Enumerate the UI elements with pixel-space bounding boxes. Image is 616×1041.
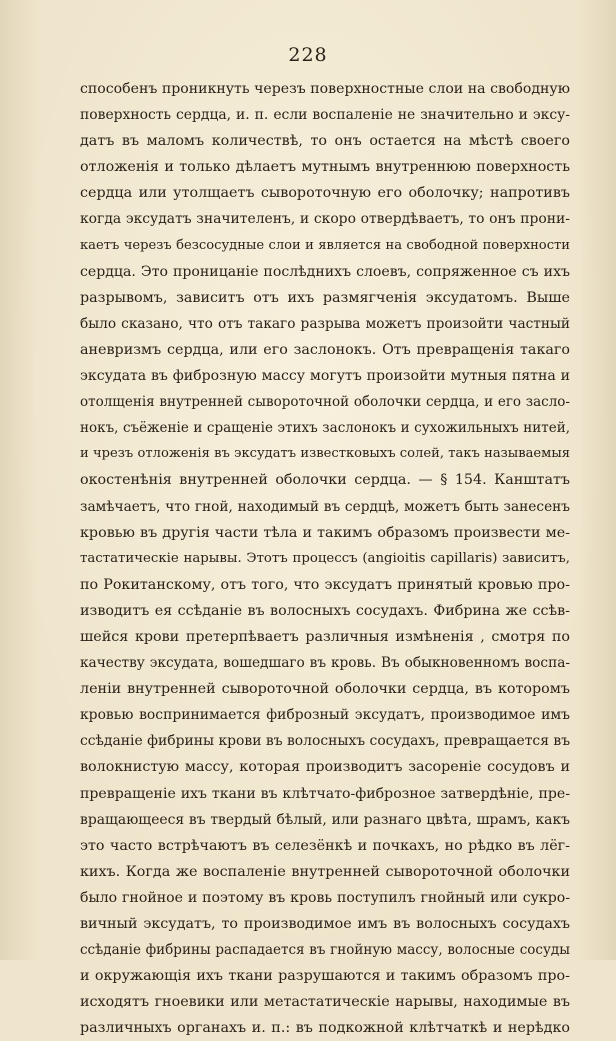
text-line: шейся крови претерпѣваетъ различныя измѣненія , смотря по: [80, 628, 570, 645]
text-line: было сказано, что отъ такаго разрыва можетъ произойти частный: [80, 315, 570, 332]
text-line: кихъ. Когда же воспаленіе внутренней сывороточной оболочки: [80, 863, 570, 880]
text-line: это часто встрѣчаютъ въ селезёнкѣ и почкахъ, но рѣдко въ лёг-: [80, 837, 570, 854]
text-line: окостенѣнія внутренней оболочки сердца. — § 154. Канштатъ: [80, 472, 570, 489]
text-line: тастатическіе нарывы. Этотъ процессъ (angioitis capillaris) зависитъ,: [80, 550, 570, 566]
text-line: исходятъ гноевики или метастатическіе нарывы, находимые въ: [80, 994, 570, 1011]
text-line: кровью въ другія части тѣла и такимъ образомъ произвести ме-: [80, 524, 570, 541]
text-line: изводитъ ея ссѣданіе въ волосныхъ сосудахъ. Фибрина же ссѣв-: [80, 602, 570, 619]
page-number: 228: [288, 44, 328, 66]
text-line: отложенія и только дѣлаетъ мутнымъ внутреннюю поверхность: [80, 159, 570, 176]
text-line: каетъ черезъ безсосудные слои и является на свободной поверхности: [80, 237, 570, 253]
text-line: нокъ, съёженіе и сращеніе этихъ заслонокъ и сухожильныхъ нитей,: [80, 420, 570, 437]
text-line: разрывомъ, зависитъ отъ ихъ размягченія эксудатомъ. Выше: [80, 289, 570, 306]
text-line: различныхъ органахъ и. п.: въ подкожной клѣтчаткѣ и нерѣдко: [80, 1020, 570, 1037]
text-line: когда эксудатъ значителенъ, и скоро отвердѣваетъ, то онъ прони-: [80, 211, 570, 228]
text-line: по Рокитанскому, отъ того, что эксудатъ принятый кровью про-: [80, 576, 570, 593]
text-line: способенъ проникнуть черезъ поверхностные слои на свободную: [80, 81, 570, 97]
text-line: поверхность сердца, и. п. если воспаленіе не значительно и эксу-: [80, 107, 570, 124]
text-line: отолщенія внутренней сывороточной оболочки сердца, и его засло-: [80, 394, 570, 411]
text-line: датъ въ маломъ количествѣ, то онъ остается на мѣстѣ своего: [80, 133, 570, 150]
text-line: эксудата въ фиброзную массу могутъ произойти мутныя пятна и: [80, 368, 570, 385]
text-line: и окружающія ихъ ткани разрушаются и такимъ образомъ про-: [80, 968, 570, 985]
text-line: аневризмъ сердца, или его заслонокъ. Отъ превращенія такаго: [80, 341, 570, 358]
text-line: сердца. Это проницаніе послѣднихъ слоевъ, сопряженное съ ихъ: [80, 263, 570, 280]
text-line: ссѣданіе фибрины распадается въ гнойную массу, волосные сосуды: [80, 942, 570, 959]
text-line: вращающееся въ твердый бѣлый, или разнаго цвѣта, шрамъ, какъ: [80, 811, 570, 828]
text-line: качеству эксудата, вошедшаго въ кровь. Въ обыкновенномъ воспа-: [80, 655, 570, 672]
text-line: леніи внутренней сывороточной оболочки сердца, въ которомъ: [80, 681, 570, 698]
text-line: ссѣданіе фибрины крови въ волосныхъ сосудахъ, превращается въ: [80, 733, 570, 750]
body-text: [80, 76, 570, 1041]
text-line: превращеніе ихъ ткани въ клѣтчато-фиброзное затвердѣніе, пре-: [80, 785, 570, 802]
text-line: вичный эксудатъ, то производимое имъ въ волосныхъ сосудахъ: [80, 916, 570, 932]
text-line: волокнистую массу, которая производитъ засореніе сосудовъ и: [80, 759, 570, 776]
text-line: сердца или утолщаетъ сывороточную его оболочку; напротивъ: [80, 185, 570, 202]
text-line: было гнойное и поэтому въ кровь поступилъ гнойный или сукро-: [80, 889, 570, 906]
text-line: замѣчаетъ, что гной, находимый въ сердцѣ, можетъ быть занесенъ: [80, 498, 570, 515]
text-line: кровью воспринимается фиброзный эксудатъ, производимое имъ: [80, 707, 570, 724]
text-line: и чрезъ отложенія въ эксудатъ известковыхъ солей, такъ называемыя: [80, 446, 570, 462]
